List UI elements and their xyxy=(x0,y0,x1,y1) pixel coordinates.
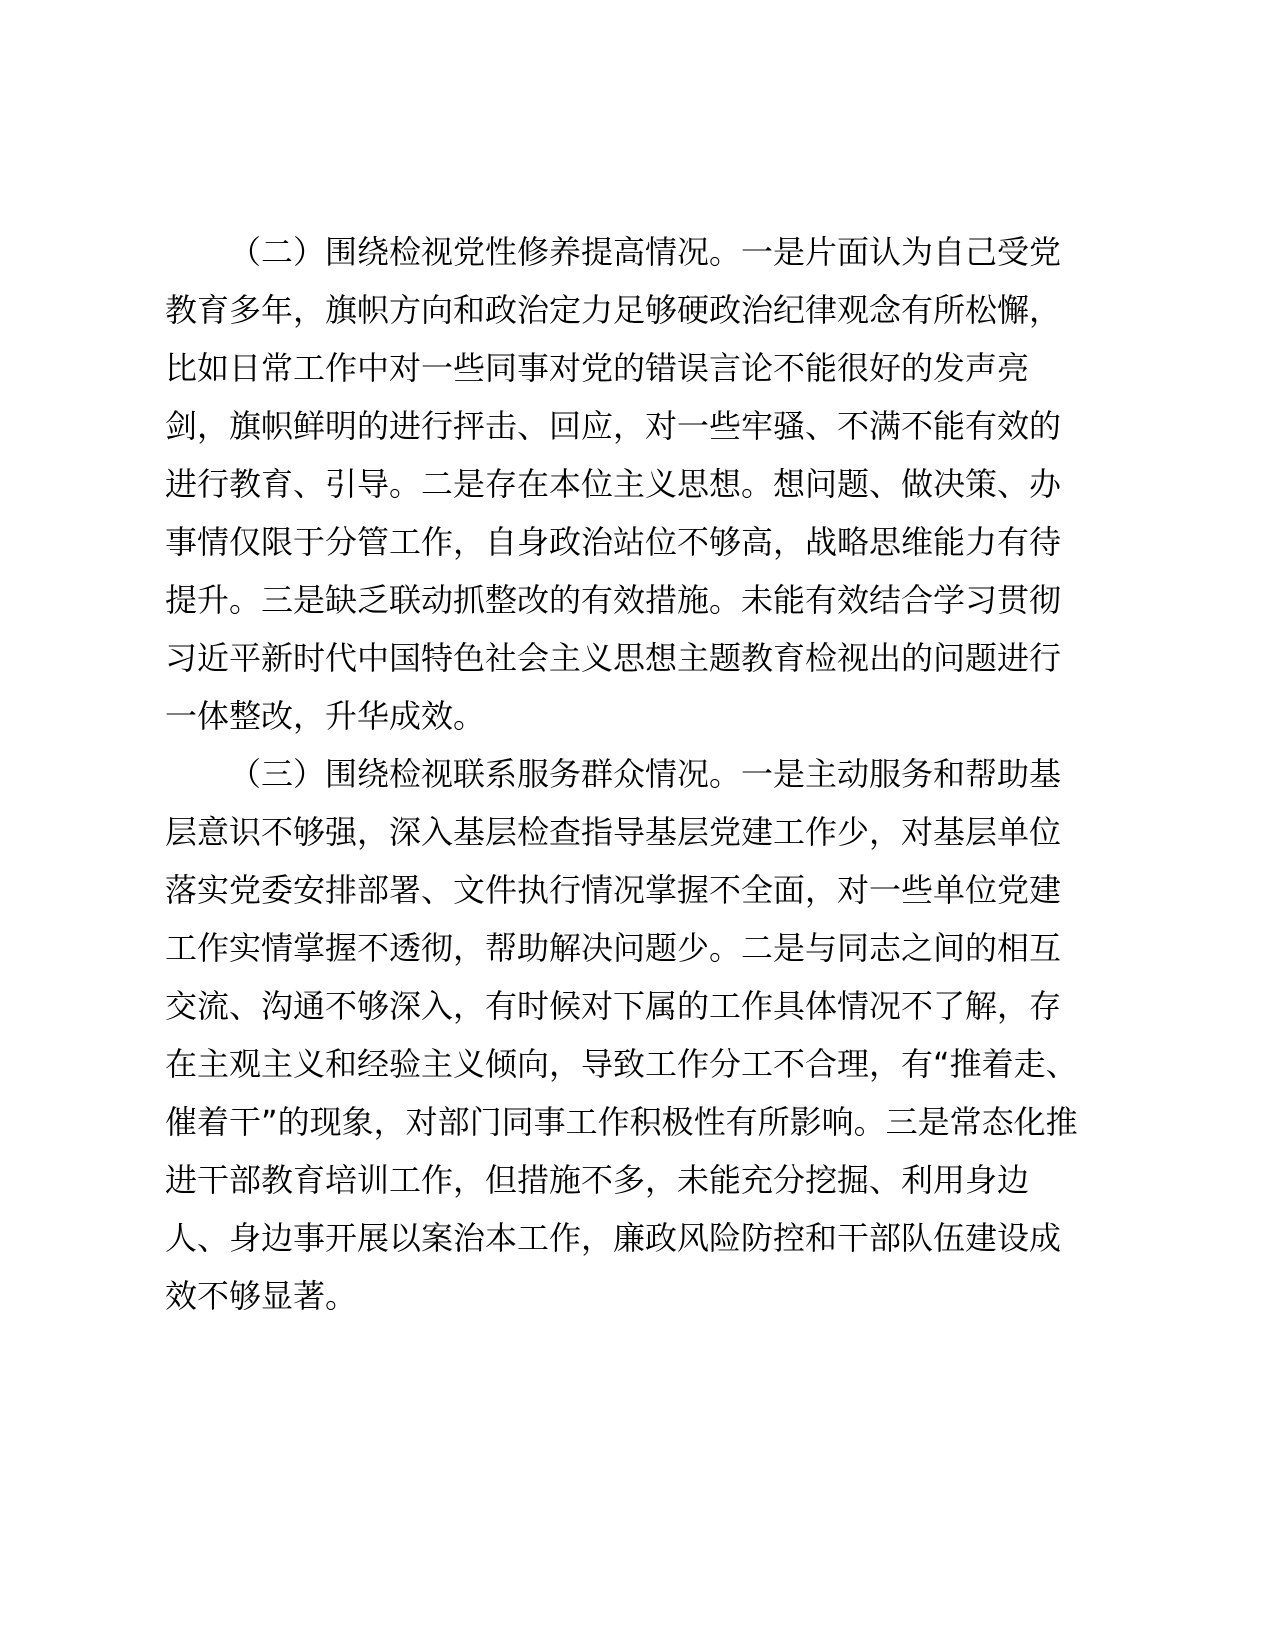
paragraph-line: （二）围绕检视党性修养提高情况。一是片面认为自己受党 xyxy=(229,233,1062,271)
paragraph-section-2 xyxy=(165,223,1110,745)
paragraph-line: 交流、沟通不够深入，有时候对下属的工作具体情况不了解，存 xyxy=(165,987,1062,1025)
paragraph-line: 进干部教育培训工作，但措施不多，未能充分挖掘、利用身边 xyxy=(165,1161,1030,1199)
paragraph-line: 进行教育、引导。二是存在本位主义思想。想问题、做决策、办 xyxy=(165,465,1062,503)
paragraph-line: 一体整改，升华成效。 xyxy=(165,697,486,735)
paragraph-line: 人、身边事开展以案治本工作，廉政风险防控和干部队伍建设成 xyxy=(165,1219,1062,1257)
paragraph-section-3 xyxy=(165,745,1110,1325)
paragraph-line: 剑，旗帜鲜明的进行抨击、回应，对一些牢骚、不满不能有效的 xyxy=(165,407,1062,445)
paragraph-line: 比如日常工作中对一些同事对党的错误言论不能很好的发声亮 xyxy=(165,349,1030,387)
paragraph-line: 事情仅限于分管工作，自身政治站位不够高，战略思维能力有待 xyxy=(165,523,1062,561)
paragraph-line: 落实党委安排部署、文件执行情况掌握不全面，对一些单位党建 xyxy=(165,871,1062,909)
paragraph-line: 教育多年，旗帜方向和政治定力足够硬政治纪律观念有所松懈， xyxy=(165,291,1062,329)
paragraph-line: 效不够显著。 xyxy=(165,1277,358,1315)
document-body xyxy=(165,223,1110,1325)
paragraph-line: 工作实情掌握不透彻，帮助解决问题少。二是与同志之间的相互 xyxy=(165,929,1062,967)
paragraph-line: 习近平新时代中国特色社会主义思想主题教育检视出的问题进行 xyxy=(165,639,1062,677)
paragraph-line: 在主观主义和经验主义倾向，导致工作分工不合理，有“推着走、 xyxy=(165,1045,1078,1083)
paragraph-line: 层意识不够强，深入基层检查指导基层党建工作少，对基层单位 xyxy=(165,813,1062,851)
paragraph-line: （三）围绕检视联系服务群众情况。一是主动服务和帮助基 xyxy=(229,755,1062,793)
paragraph-line: 提升。三是缺乏联动抓整改的有效措施。未能有效结合学习贯彻 xyxy=(165,581,1062,619)
paragraph-line: 催着干”的现象，对部门同事工作积极性有所影响。三是常态化推 xyxy=(165,1103,1078,1141)
